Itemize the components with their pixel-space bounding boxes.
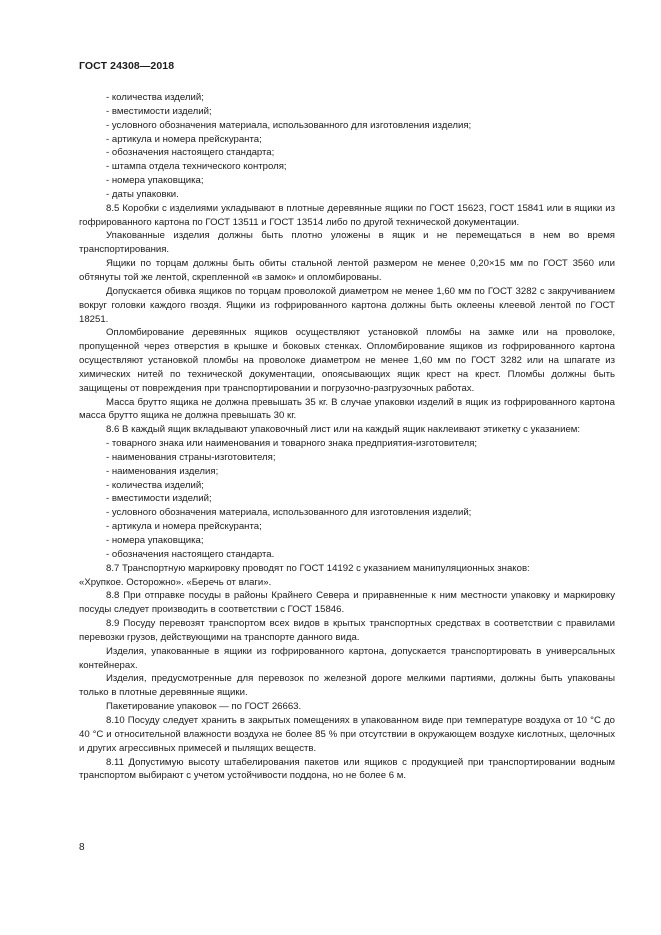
list-item: - обозначения настоящего стандарта;: [106, 147, 275, 159]
document-code: ГОСТ 24308—2018: [79, 60, 175, 72]
paragraph-railway: Изделия, предусмотренные для перевозок по железной дороге мелкими партиями, должны быть упакованы только в плотные деревянные ящики.: [79, 673, 615, 699]
list-item: - количества изделий;: [106, 92, 204, 103]
paragraph-containers: Изделия, упакованные в ящики из гофрированного картона, допускается транспортировать в универсальных контейнерах.: [79, 645, 615, 671]
label-list-8-6: [79, 437, 615, 562]
list-item: - номера упаковщика;: [106, 535, 204, 546]
clause-8-7: 8.7 Транспортную маркировку проводят по ГОСТ 14192 с указанием манипуляционных знаков:: [106, 562, 530, 574]
paragraph-palletizing: Пакетирование упаковок — по ГОСТ 26663.: [106, 701, 302, 713]
clause-8-11: 8.11 Допустимую высоту штабелирования пакетов или ящиков с продукцией при транспортировании водным транспортом выбирают с учетом устойчивости поддона, но не более 6 м.: [79, 756, 615, 782]
clause-8-6: 8.6 В каждый ящик вкладывают упаковочный лист или на каждый ящик наклеивают этикетку с указанием:: [106, 424, 581, 436]
paragraph-box-ends: Ящики по торцам должны быть обиты стальной лентой размером не менее 0,20×15 мм по ГОСТ 3560 или обтянуты той же лентой, скрепленной «в замок» и опломбированы.: [79, 258, 615, 283]
document-body: [79, 91, 615, 783]
list-item: - наименования страны-изготовителя;: [106, 451, 276, 463]
list-item: - товарного знака или наименования и товарного знака предприятия-изготовителя;: [106, 438, 478, 450]
paragraph-sealing: Опломбирование деревянных ящиков осуществляют установкой пломбы на замке или на проволоке, пропущенной через отверстия в крышке и боковых стенках. Опломбирование ящиков из гофрированного картона осуществляют установкой пломбы на проволоке диаметром не менее 1,60 мм по ГОСТ 3282 или на шпагате из химических нитей по технической документации, опоясывающих ящик крест на крест. Пломбы должны быть защищены от повреждения при транспортировании и погрузочно-разгрузочных работах.: [79, 327, 615, 394]
list-item: - артикула и номера прейскуранта;: [106, 521, 262, 533]
list-item: - условного обозначения материала, использованного для изготовления изделий;: [106, 507, 472, 519]
list-item: - штампа отдела технического контроля;: [106, 161, 287, 173]
paragraph-gross-mass: Масса брутто ящика не должна превышать 35 кг. В случае упаковки изделий в ящик из гофрированного картона масса брутто ящика не должна превышать 30 кг.: [79, 396, 615, 422]
list-item: - вместимости изделий;: [106, 105, 212, 117]
list-item: - вместимости изделий;: [106, 493, 212, 505]
list-item: - условного обозначения материала, использованного для изготовления изделия;: [106, 119, 472, 131]
list-item: - артикула и номера прейскуранта;: [106, 133, 262, 145]
list-item: - обозначения настоящего стандарта.: [106, 548, 275, 560]
clause-8-5: 8.5 Коробки с изделиями укладывают в плотные деревянные ящики по ГОСТ 15623, ГОСТ 15841 или в ящики из гофрированного картона по ГОСТ 13511 и ГОСТ 13514 либо по другой технической документации.: [79, 202, 615, 228]
clause-8-8: 8.8 При отправке посуды в районы Крайнего Севера и приравненные к ним местности упаковку и маркировку посуды следует производить в соответствии с ГОСТ 15846.: [79, 590, 615, 616]
page-number: 8: [79, 842, 85, 853]
clause-8-9: 8.9 Посуду перевозят транспортом всех видов в крытых транспортных средствах в соответствии с правилами перевозки грузов, действующими на транспорте данного вида.: [79, 618, 615, 643]
paragraph-packed: Упакованные изделия должны быть плотно уложены в ящик и не перемещаться в нем во время транспортирования.: [79, 230, 615, 256]
list-item: - количества изделий;: [106, 479, 204, 491]
handling-signs: «Хрупкое. Осторожно». «Беречь от влаги».: [79, 576, 272, 588]
clause-8-10: 8.10 Посуду следует хранить в закрытых помещениях в упакованном виде при температуре воздуха от 10 °С до 40 °С и относительной влажности воздуха не более 85 % при отсутствии в окружающем воздухе кислотных, щелочных и других агрессивных примесей и пылящих веществ.: [79, 714, 615, 754]
list-item: - номера упаковщика;: [106, 175, 204, 187]
paragraph-wire: Допускается обивка ящиков по торцам проволокой диаметром не менее 1,60 мм по ГОСТ 3282 с закручиванием вокруг головки каждого гвоздя. Ящики из гофрированного картона должны быть оклеены клеевой лентой по ГОСТ 18251.: [79, 285, 615, 325]
list-item: - наименования изделия;: [106, 465, 219, 477]
list-item: - даты упаковки.: [106, 188, 179, 200]
marking-list-8-4: [79, 91, 615, 202]
